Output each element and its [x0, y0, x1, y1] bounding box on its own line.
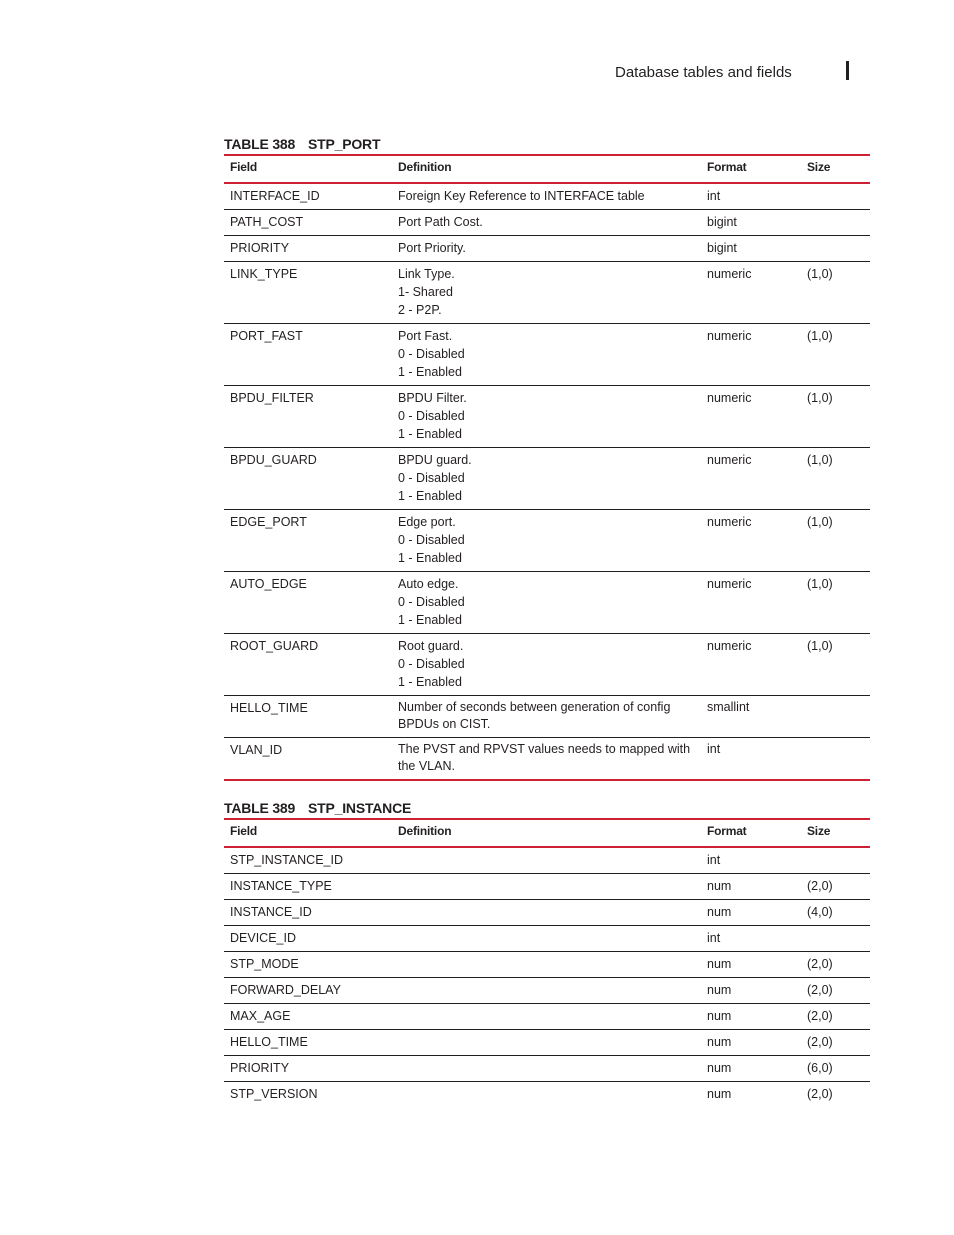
cell-field: MAX_AGE	[230, 1009, 291, 1023]
cell-size: (2,0)	[807, 879, 833, 893]
cell-format: numeric	[707, 329, 752, 343]
cell-definition	[392, 183, 701, 210]
definition-line: 1 - Enabled	[398, 675, 462, 689]
cell-field: EDGE_PORT	[230, 515, 307, 529]
definition-line: 0 - Disabled	[398, 533, 465, 547]
definition-line: 0 - Disabled	[398, 409, 465, 423]
column-header-size: Size	[807, 824, 831, 838]
cell-format: bigint	[707, 215, 737, 229]
cell-definition	[392, 978, 701, 1004]
cell-definition	[392, 448, 701, 510]
definition-line: 1- Shared	[398, 285, 453, 299]
column-header-field: Field	[230, 160, 258, 174]
cell-field: ROOT_GUARD	[230, 639, 319, 653]
cell-field: VLAN_ID	[230, 743, 283, 757]
cell-format: int	[707, 853, 721, 867]
table-row	[224, 262, 870, 324]
cell-format: numeric	[707, 453, 752, 467]
definition-line: Auto edge.	[398, 577, 459, 591]
cell-format: num	[707, 983, 732, 997]
cell-field: INSTANCE_TYPE	[230, 879, 332, 893]
cell-size: (1,0)	[807, 391, 833, 405]
data-table	[224, 154, 870, 781]
column-header-format: Format	[707, 160, 747, 174]
table-row	[224, 847, 870, 874]
table-row	[224, 448, 870, 510]
cell-format: num	[707, 905, 732, 919]
cell-definition	[392, 1082, 701, 1108]
cell-size: (2,0)	[807, 1009, 833, 1023]
cell-definition	[392, 847, 701, 874]
cell-format: int	[707, 931, 721, 945]
cell-format: numeric	[707, 515, 752, 529]
definition-line: Foreign Key Reference to INTERFACE table	[398, 189, 645, 203]
definition-line: 0 - Disabled	[398, 657, 465, 671]
cell-field: INTERFACE_ID	[230, 189, 320, 203]
definition-line: The PVST and RPVST values needs to mapped with	[398, 742, 691, 756]
definition-line: 1 - Enabled	[398, 427, 462, 441]
table-row	[224, 183, 870, 210]
cell-size: (1,0)	[807, 453, 833, 467]
table-row	[224, 324, 870, 386]
cell-size: (1,0)	[807, 639, 833, 653]
definition-line: 0 - Disabled	[398, 347, 465, 361]
cell-field: PORT_FAST	[230, 329, 303, 343]
cell-format: numeric	[707, 639, 752, 653]
definition-line: Port Priority.	[398, 241, 466, 255]
cell-size: (2,0)	[807, 1087, 833, 1101]
cell-size: (6,0)	[807, 1061, 833, 1075]
definition-line: 1 - Enabled	[398, 551, 462, 565]
cell-format: num	[707, 879, 732, 893]
table-row	[224, 874, 870, 900]
table-header-row	[224, 155, 870, 183]
cell-definition	[392, 1056, 701, 1082]
definition-line: Link Type.	[398, 267, 455, 281]
definition-line: BPDUs on CIST.	[398, 717, 491, 731]
definition-line: BPDU guard.	[398, 453, 472, 467]
cell-definition	[392, 324, 701, 386]
cell-field: PRIORITY	[230, 1061, 290, 1075]
cell-field: BPDU_FILTER	[230, 391, 314, 405]
table-number: TABLE 389	[224, 800, 296, 816]
cell-definition	[392, 874, 701, 900]
table-header-row	[224, 819, 870, 847]
cell-field: LINK_TYPE	[230, 267, 298, 281]
cell-field: INSTANCE_ID	[230, 905, 312, 919]
definition-line: the VLAN.	[398, 759, 455, 773]
cell-definition	[392, 926, 701, 952]
column-header-field: Field	[230, 824, 258, 838]
cell-size	[801, 210, 870, 236]
table-caption	[224, 798, 870, 818]
cell-size: (2,0)	[807, 983, 833, 997]
cell-size	[801, 847, 870, 874]
cell-format: int	[707, 742, 721, 756]
running-header-title: Database tables and fields	[615, 64, 792, 81]
definition-line: Port Path Cost.	[398, 215, 483, 229]
cell-field: HELLO_TIME	[230, 701, 308, 715]
table-row	[224, 510, 870, 572]
table-name: STP_PORT	[308, 136, 381, 152]
cell-field: FORWARD_DELAY	[230, 983, 341, 997]
cell-field: PRIORITY	[230, 241, 290, 255]
cell-size	[801, 926, 870, 952]
cell-field: PATH_COST	[230, 215, 304, 229]
cell-size: (1,0)	[807, 267, 833, 281]
table-row	[224, 572, 870, 634]
cell-size: (2,0)	[807, 957, 833, 971]
cell-size	[801, 236, 870, 262]
cell-format: smallint	[707, 700, 750, 714]
cell-definition	[392, 236, 701, 262]
table-name: STP_INSTANCE	[308, 800, 412, 816]
cell-format: num	[707, 957, 732, 971]
header-marker-bar	[846, 61, 849, 80]
cell-size: (1,0)	[807, 577, 833, 591]
cell-definition	[392, 1030, 701, 1056]
definition-line: Edge port.	[398, 515, 456, 529]
table-row	[224, 952, 870, 978]
column-header-format: Format	[707, 824, 747, 838]
cell-size: (4,0)	[807, 905, 833, 919]
table-row	[224, 1056, 870, 1082]
cell-definition	[392, 572, 701, 634]
cell-definition	[392, 696, 701, 738]
cell-size: (2,0)	[807, 1035, 833, 1049]
definition-line: Port Fast.	[398, 329, 453, 343]
cell-size: (1,0)	[807, 515, 833, 529]
table-row	[224, 634, 870, 696]
definition-line: 1 - Enabled	[398, 489, 462, 503]
cell-size	[801, 183, 870, 210]
definition-line: 1 - Enabled	[398, 613, 462, 627]
cell-format: num	[707, 1035, 732, 1049]
table-row	[224, 236, 870, 262]
table-row	[224, 978, 870, 1004]
cell-field: HELLO_TIME	[230, 1035, 308, 1049]
cell-field: AUTO_EDGE	[230, 577, 307, 591]
data-table	[224, 818, 870, 1107]
table-row	[224, 738, 870, 781]
table-row	[224, 1030, 870, 1056]
cell-field: STP_MODE	[230, 957, 299, 971]
table-stp-port	[224, 134, 870, 781]
table-row	[224, 1082, 870, 1108]
table-row	[224, 900, 870, 926]
cell-definition	[392, 1004, 701, 1030]
cell-definition	[392, 210, 701, 236]
table-row	[224, 386, 870, 448]
table-row	[224, 696, 870, 738]
column-header-definition: Definition	[398, 160, 452, 174]
cell-field: BPDU_GUARD	[230, 453, 317, 467]
cell-format: int	[707, 189, 721, 203]
definition-line: 2 - P2P.	[398, 303, 442, 317]
table-row	[224, 926, 870, 952]
cell-field: STP_VERSION	[230, 1087, 318, 1101]
definition-line: 1 - Enabled	[398, 365, 462, 379]
table-stp-instance	[224, 798, 870, 1107]
cell-size	[801, 738, 870, 781]
column-header-definition: Definition	[398, 824, 452, 838]
cell-format: num	[707, 1087, 732, 1101]
table-row	[224, 210, 870, 236]
definition-line: BPDU Filter.	[398, 391, 467, 405]
cell-definition	[392, 952, 701, 978]
cell-definition	[392, 386, 701, 448]
cell-format: numeric	[707, 391, 752, 405]
cell-size: (1,0)	[807, 329, 833, 343]
cell-format: numeric	[707, 577, 752, 591]
cell-definition	[392, 634, 701, 696]
cell-format: num	[707, 1061, 732, 1075]
cell-format: numeric	[707, 267, 752, 281]
column-header-size: Size	[807, 160, 831, 174]
definition-line: Number of seconds between generation of config	[398, 700, 671, 714]
definition-line: 0 - Disabled	[398, 595, 465, 609]
cell-definition	[392, 900, 701, 926]
cell-field: DEVICE_ID	[230, 931, 296, 945]
definition-line: Root guard.	[398, 639, 464, 653]
cell-definition	[392, 262, 701, 324]
definition-line: 0 - Disabled	[398, 471, 465, 485]
cell-field: STP_INSTANCE_ID	[230, 853, 343, 867]
cell-size	[801, 696, 870, 738]
cell-definition	[392, 738, 701, 781]
table-caption	[224, 134, 870, 154]
cell-format: num	[707, 1009, 732, 1023]
cell-format: bigint	[707, 241, 737, 255]
table-row	[224, 1004, 870, 1030]
table-number: TABLE 388	[224, 136, 296, 152]
cell-definition	[392, 510, 701, 572]
